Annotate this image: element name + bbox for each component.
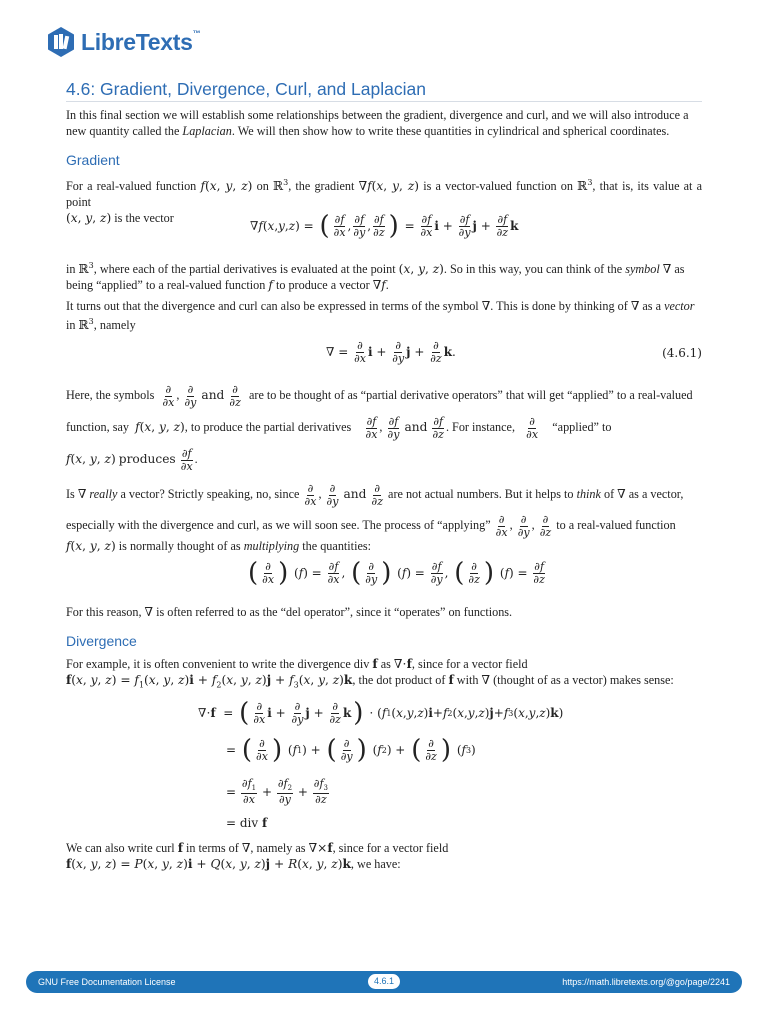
divergence-equation-line-1: ∇⋅ f = ( $\frac{\partial}{\partial x}$ i + $\frac{\partial}{\partial y}$ j + $\frac{\partial}{\partial z}$ k ) ⋅ ( f 1 ( x , y , z ) i + f 2 ( x , y , z ) j + f 3 ( x , y , z ) k ) xyxy=(198,698,564,728)
page-title: 4.6: Gradient, Divergence, Curl, and Laplacian xyxy=(66,79,426,99)
gradient-paragraph-8: For this reason, ∇ is often referred to as the “del operator”, since it “operates” on functions. xyxy=(66,605,513,619)
libretexts-logo-icon xyxy=(46,26,76,58)
page-footer xyxy=(26,971,742,993)
divergence-paragraph-2: We can also write curl f in terms of ∇, namely as ∇×f, since for a vector field f(x, y, z) = P(x, y, z)i + Q(x, y, z)j + R(x, y, z)k, we have: xyxy=(66,841,449,871)
gradient-paragraph-5: Is ∇ really a vector? Strictly speaking, no, since $\frac{\partial}{\partial x}$ , $\frac{\partial}{\partial y}$ and $\frac{\partial}{\partial z}$ are not actual numbers. But it helps to think of ∇ as a vector, xyxy=(66,482,684,508)
gradient-paragraph-2: in ℝ$^3$, where each of the partial derivatives is evaluated at the point (x, y, z). So in this way, you can think of the symbol ∇ as being “applied” to a real-valued function f to produce a vector ∇f. xyxy=(66,261,685,293)
del-operator-equation: ∇ = $\frac{\partial}{\partial x}$ i + $\frac{\partial}{\partial y}$ j + $\frac{\partial}{\partial z}$ k . xyxy=(326,339,456,365)
section-heading-gradient: Gradient xyxy=(66,152,120,168)
gradient-paragraph-4-line-1: Here, the symbols $\frac{\partial}{\partial x}$ , $\frac{\partial}{\partial y}$ and $\frac{\partial}{\partial z}$ are to be thought of as “partial derivative operators” that will get “applied” to a real-valued xyxy=(66,383,693,409)
gradient-paragraph-4-line-2: function, say f(x, y, z), to produce the partial derivatives $\frac{\partial f}{\partial x}$ , $\frac{\partial f}{\partial y}$ and $\frac{\partial f}{\partial z}$ . For instance, $\frac{\partial}{\partial x}$ “applied” to xyxy=(66,415,612,441)
page-url-link[interactable]: https://math.libretexts.org/@go/page/2241 xyxy=(562,977,730,987)
operator-multiplication-equation: ( $\frac{\partial}{\partial x}$ ) ( f ) = $\frac{\partial f}{\partial x}$ , ( $\frac{\partial}{\partial y}$ ) ( f ) = $\frac{\partial f}{\partial y}$ , ( $\frac{\partial}{\partial z}$ ) ( f ) = $\frac{\partial f}{\partial z}$ xyxy=(248,558,545,588)
gradient-paragraph-1: For a real-valued function f(x, y, z) on ℝ$^3$, the gradient ∇f(x, y, z) is a vector-valued function on ℝ$^3$, that is, its value at a point (x, y, z) is the vector xyxy=(66,178,703,226)
gradient-equation: ∇ f ( x , y , z ) = ( $\frac{\partial f}{\partial x}$ , $\frac{\partial f}{\partial y}$ , $\frac{\partial f}{\partial z}$ ) = $\frac{\partial f}{\partial x}$ i + $\frac{\partial f}{\partial y}$ j + $\frac{\partial f}{\partial z}$ k xyxy=(250,211,519,241)
title-divider xyxy=(66,101,702,102)
license-link[interactable]: GNU Free Documentation License xyxy=(38,977,176,987)
gradient-paragraph-3: It turns out that the divergence and curl can also be expressed in terms of the symbol ∇. This is done by thinking of ∇ as a vector in ℝ$^3$, namely xyxy=(66,299,695,333)
equation-number: (4.6.1) xyxy=(662,346,702,360)
divergence-equation-line-4: = div f xyxy=(226,816,268,830)
gradient-paragraph-6: especially with the divergence and curl, as we will soon see. The process of “applying” $\frac{\partial}{\partial x}$ , $\frac{\partial}{\partial y}$ , $\frac{\partial}{\partial z}$ to a real-valued function xyxy=(66,513,676,539)
divergence-paragraph-1: For example, it is often convenient to write the divergence div f as ∇⋅f, since for a vector field f(x, y, $z) = f_1(x$, y, $z)i + f_2(x$, y, $z)j + f_3(x$, y, z)k, the dot product of f with ∇ (thought of as a vector) makes sense: xyxy=(66,657,674,690)
libretexts-logo[interactable] xyxy=(46,26,200,58)
gradient-paragraph-7: f(x, y, z) is normally thought of as multiplying the quantities: xyxy=(66,539,371,553)
section-heading-divergence: Divergence xyxy=(66,633,137,649)
divergence-equation-line-2: = ( $\frac{\partial}{\partial x}$ ) ( f 1 ) + ( $\frac{\partial}{\partial y}$ ) ( f 2 ) + ( $\frac{\partial}{\partial z}$ ) ( f 3 ) xyxy=(226,735,476,765)
intro-paragraph: In this final section we will establish some relationships between the gradient, divergence and curl, and we will also introduce a new quantity called the Laplacian. We will then show how to write these quantities in cylindrical and spherical coordinates. xyxy=(66,108,689,138)
divergence-equation-line-3: = $\frac{\partial f_1}{\partial x}$ + $\frac{\partial f_2}{\partial y}$ + $\frac{\partial f_3}{\partial z}$ xyxy=(226,777,328,806)
logo-text: LibreTexts™ xyxy=(81,28,201,55)
gradient-paragraph-4-line-3: f(x, y, z) produces $\frac{\partial f}{\partial x}$ . xyxy=(66,447,198,473)
page-number-badge: 4.6.1 xyxy=(368,974,400,989)
